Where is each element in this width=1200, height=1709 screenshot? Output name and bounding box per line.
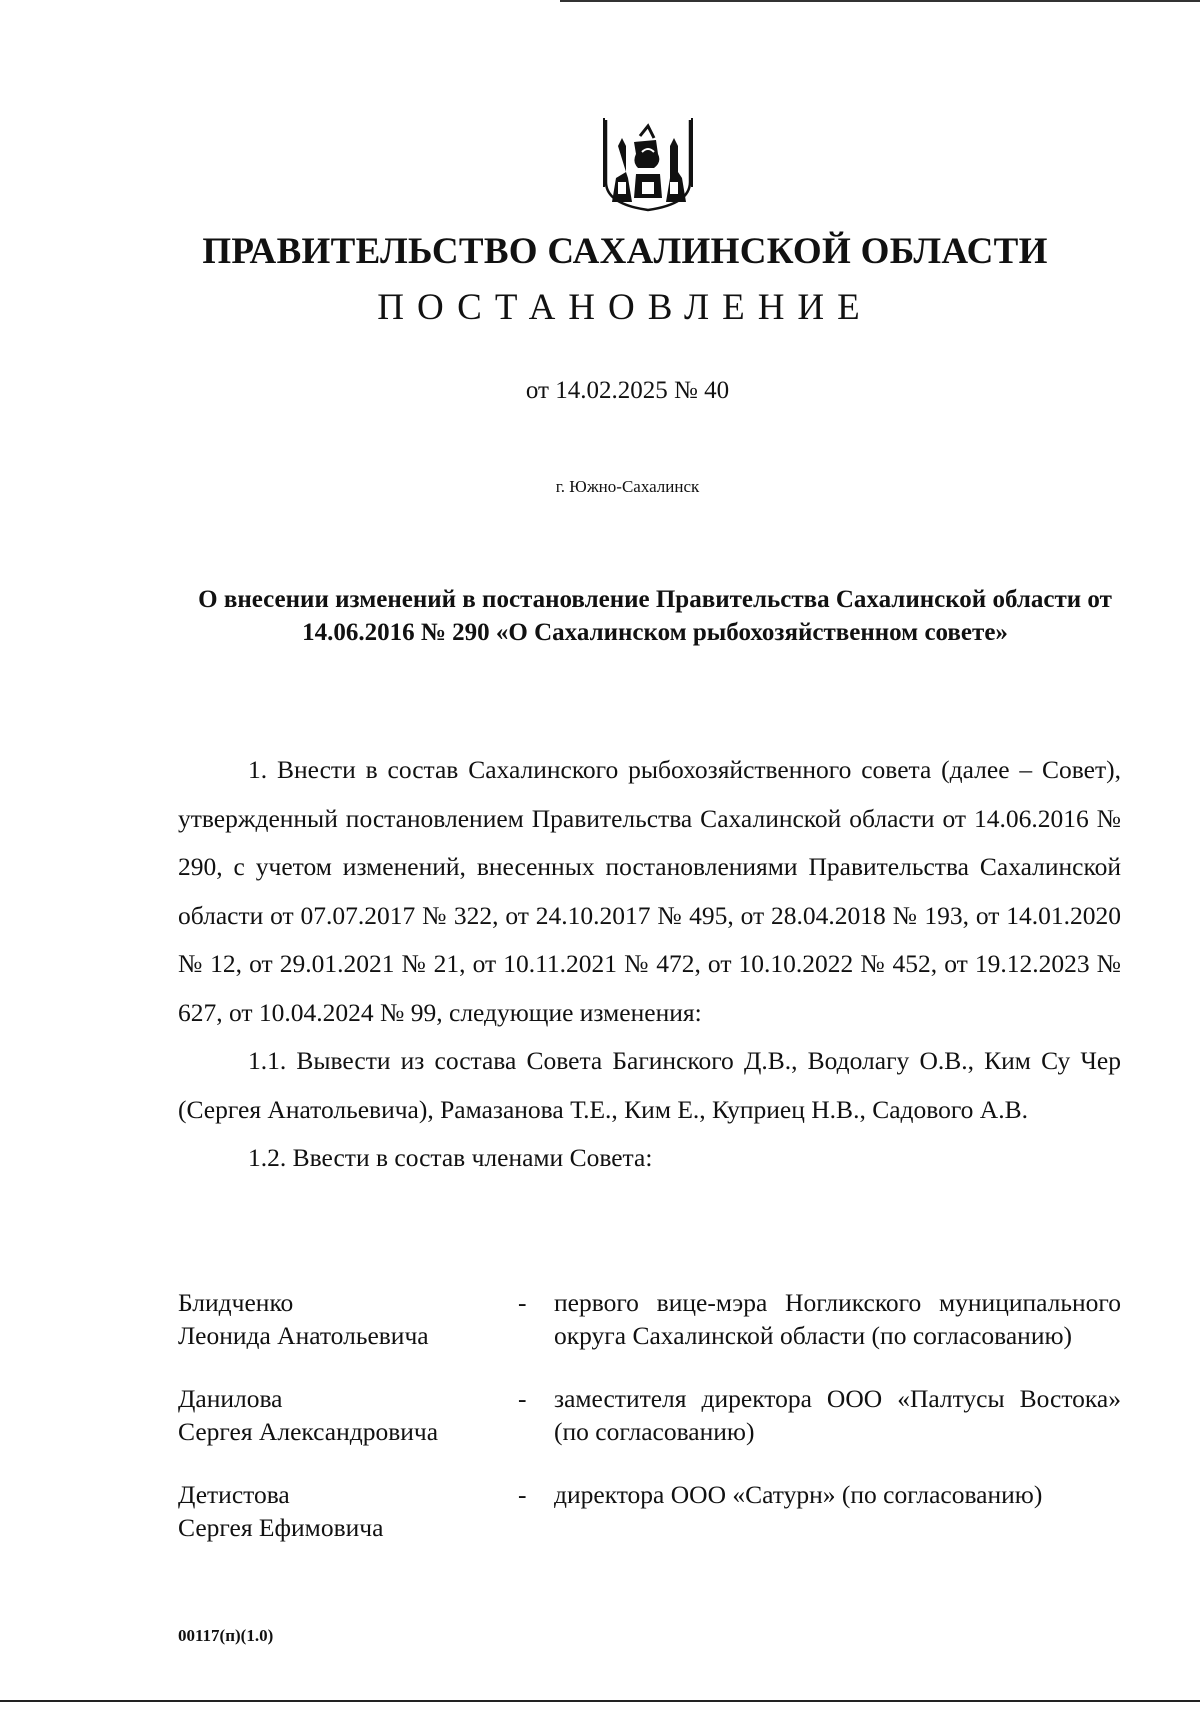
top-rule [560,0,1200,2]
paragraph-1-2: 1.2. Ввести в состав членами Совета: [248,1143,653,1172]
member-surname: Детистова [178,1480,290,1509]
member-given-names: Сергея Ефимовича [178,1513,384,1542]
member-dash: - [518,1288,527,1317]
document-type: ПОСТАНОВЛЕНИЕ [377,287,873,328]
member-surname: Данилова [178,1384,283,1413]
document-city: г. Южно-Сахалинск [555,477,700,496]
document-body [178,746,1121,1183]
form-code: 00117(п)(1.0) [178,1626,274,1645]
sakhalin-coat-of-arms-icon [596,112,700,212]
document-date-number: от 14.02.2025 № 40 [525,377,730,404]
member-dash: - [518,1480,527,1509]
member-name [178,1478,518,1544]
member-dash: - [518,1384,527,1413]
bottom-rule [0,1700,1200,1702]
member-name [178,1286,518,1352]
member-name [178,1382,518,1448]
member-given-names: Сергея Александровича [178,1417,439,1446]
member-surname: Блидченко [178,1288,294,1317]
member-row [178,1478,1121,1544]
member-position: заместителя директора ООО «Палтусы Востока» (по согласованию) [554,1384,1121,1446]
member-row [178,1286,1121,1352]
member-given-names: Леонида Анатольевича [178,1321,429,1350]
members-list [178,1286,1121,1574]
paragraph-1-1: 1.1. Вывести из состава Совета Багинского Д.В., Водолагу О.В., Ким Су Чер (Сергея Анатольевича), Рамазанова Т.Е., Ким Е., Куприец Н.В., Садового А.В. [178,1046,1121,1124]
member-row [178,1382,1121,1448]
government-title: ПРАВИТЕЛЬСТВО САХАЛИНСКОЙ ОБЛАСТИ [202,231,1048,272]
member-position: директора ООО «Сатурн» (по согласованию) [554,1480,1043,1509]
member-position: первого вице-мэра Ногликского муниципального округа Сахалинской области (по согласованию) [554,1288,1121,1350]
paragraph-1: 1. Внести в состав Сахалинского рыбохозяйственного совета (далее – Совет), утвержденный постановлением Правительства Сахалинской области от 14.06.2016 № 290, с учетом изменений, внесенных постановлениями Правительства Сахалинской области от 07.07.2017 № 322, от 24.10.2017 № 495, от 28.04.2018 № 193, от 14.01.2020 № 12, от 29.01.2021 № 21, от 10.11.2021 № 472, от 10.10.2022 № 452, от 19.12.2023 № 627, от 10.04.2024 № 99, следующие изменения: [178,755,1121,1027]
document-heading: О внесении изменений в постановление Правительства Сахалинской области от 14.06.2016 № 290 «О Сахалинском рыбохозяйственном совете» [198,586,1112,646]
